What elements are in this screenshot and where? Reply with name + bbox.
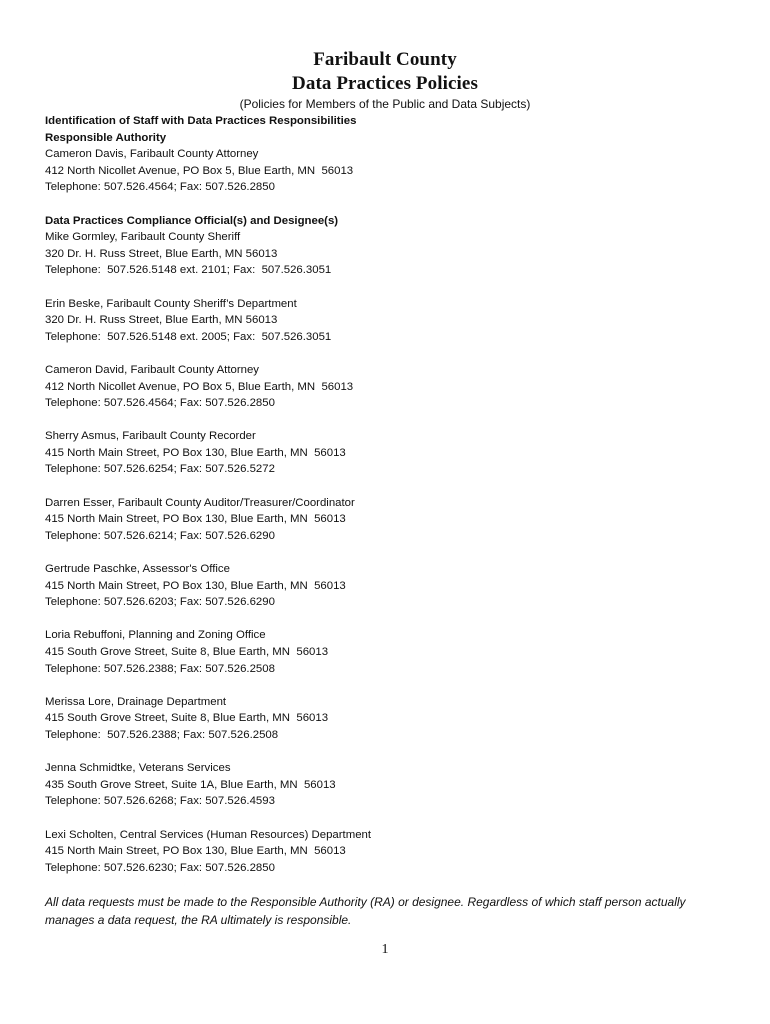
contact-address: 435 South Grove Street, Suite 1A, Blue Earth, MN 56013 — [45, 778, 336, 791]
contact-name: Merissa Lore, Drainage Department — [45, 695, 227, 708]
contact-phone: Telephone: 507.526.2388; Fax: 507.526.2508 — [45, 662, 275, 675]
responsible-authority-heading: Responsible Authority — [45, 131, 167, 144]
contact-name: Lexi Scholten, Central Services (Human Resources) Department — [45, 828, 372, 841]
contact-phone: Telephone: 507.526.5148 ext. 2101; Fax: 507.526.3051 — [45, 264, 332, 277]
spacer — [45, 412, 725, 429]
document-subtitle: (Policies for Members of the Public and Data Subjects) — [239, 97, 531, 111]
contact-name: Mike Gormley, Faribault County Sheriff — [45, 231, 241, 244]
responsible-authority-phone: Telephone: 507.526.4564; Fax: 507.526.2850 — [45, 181, 275, 194]
contact-entry — [45, 760, 725, 810]
contact-entry — [45, 229, 725, 279]
contact-address: 415 South Grove Street, Suite 8, Blue Earth, MN 56013 — [45, 646, 329, 658]
contact-name: Cameron David, Faribault County Attorney — [45, 363, 259, 376]
document-body — [45, 113, 725, 876]
contact-address: 412 North Nicollet Avenue, PO Box 5, Blue Earth, MN 56013 — [45, 380, 354, 393]
contact-entry — [45, 627, 725, 677]
page-number: 1 — [381, 942, 389, 957]
contact-phone: Telephone: 507.526.4564; Fax: 507.526.2850 — [45, 397, 275, 410]
contact-entry — [45, 561, 725, 611]
contact-name: Darren Esser, Faribault County Auditor/Treasurer/Coordinator — [45, 496, 355, 509]
contact-phone: Telephone: 507.526.6254; Fax: 507.526.5272 — [45, 463, 275, 476]
contact-phone: Telephone: 507.526.6214; Fax: 507.526.6290 — [45, 529, 275, 542]
spacer — [45, 345, 725, 362]
contact-address: 415 North Main Street, PO Box 130, Blue Earth, MN 56013 — [45, 446, 346, 459]
contact-entry — [45, 694, 725, 744]
contact-name: Sherry Asmus, Faribault County Recorder — [45, 430, 256, 443]
spacer — [45, 744, 725, 761]
spacer — [45, 611, 725, 628]
contact-name: Gertrude Paschke, Assessor's Office — [45, 563, 230, 576]
responsible-authority-address: 412 North Nicollet Avenue, PO Box 5, Blue Earth, MN 56013 — [45, 164, 354, 177]
compliance-heading: Data Practices Compliance Official(s) and Designee(s) — [45, 214, 339, 227]
spacer — [45, 196, 725, 213]
contact-address: 415 North Main Street, PO Box 130, Blue Earth, MN 56013 — [45, 579, 346, 592]
contact-name: Loria Rebuffoni, Planning and Zoning Office — [45, 629, 266, 642]
contact-address: 415 North Main Street, PO Box 130, Blue Earth, MN 56013 — [45, 845, 346, 858]
contact-entry — [45, 296, 725, 346]
responsibility-note: All data requests must be made to the Responsible Authority (RA) or designee. Regardless of which staff person actually manages a data request, the RA ultimately is responsible. — [45, 895, 686, 927]
document-title-line1: Faribault County — [313, 49, 457, 70]
contact-entry — [45, 827, 725, 877]
contact-name: Jenna Schmidtke, Veterans Services — [45, 762, 231, 775]
contact-phone: Telephone: 507.526.6230; Fax: 507.526.2850 — [45, 861, 275, 874]
contact-phone: Telephone: 507.526.5148 ext. 2005; Fax: 507.526.3051 — [45, 330, 332, 343]
spacer — [45, 810, 725, 827]
contact-phone: Telephone: 507.526.6268; Fax: 507.526.4593 — [45, 795, 275, 808]
contact-phone: Telephone: 507.526.6203; Fax: 507.526.6290 — [45, 596, 275, 609]
section-heading: Identification of Staff with Data Practices Responsibilities — [45, 115, 357, 127]
spacer — [45, 544, 725, 561]
contact-address: 320 Dr. H. Russ Street, Blue Earth, MN 56013 — [45, 247, 278, 260]
spacer — [45, 478, 725, 495]
contact-entry — [45, 428, 725, 478]
contact-name: Erin Beske, Faribault County Sheriff’s Department — [45, 297, 297, 310]
contact-entry — [45, 362, 725, 412]
contact-address: 320 Dr. H. Russ Street, Blue Earth, MN 56013 — [45, 314, 278, 327]
responsible-authority-name: Cameron Davis, Faribault County Attorney — [45, 148, 259, 161]
spacer — [45, 279, 725, 296]
contact-address: 415 South Grove Street, Suite 8, Blue Earth, MN 56013 — [45, 712, 329, 725]
document-title-line2: Data Practices Policies — [292, 73, 478, 94]
contact-address: 415 North Main Street, PO Box 130, Blue Earth, MN 56013 — [45, 513, 346, 526]
spacer — [45, 677, 725, 694]
contact-phone: Telephone: 507.526.2388; Fax: 507.526.2508 — [45, 728, 279, 741]
contact-entry — [45, 495, 725, 545]
